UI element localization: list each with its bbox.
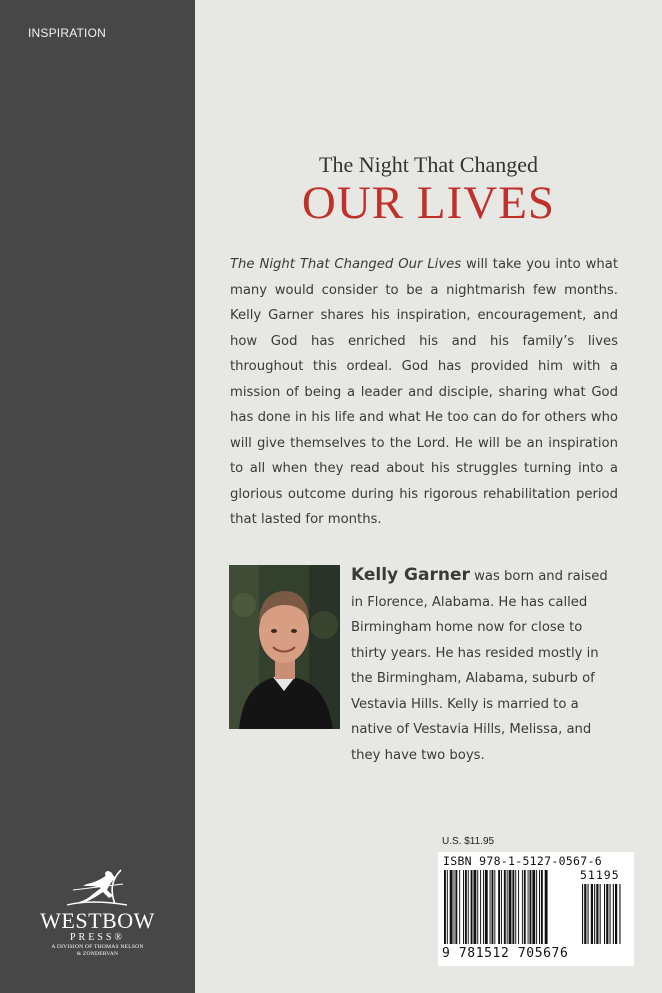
author-bio bbox=[351, 563, 619, 768]
barcode-digits: 9 781512 705676 bbox=[442, 946, 569, 961]
publisher-division-2: & ZONDERVAN bbox=[76, 951, 119, 957]
category-label: INSPIRATION bbox=[28, 26, 106, 40]
publisher-name: WESTBOW bbox=[40, 908, 155, 933]
barcode-bars-icon bbox=[444, 870, 630, 946]
author-photo bbox=[229, 565, 340, 729]
author-bio-text: was born and raised in Florence, Alabama. He has called Birmingham home now for close to thirty years. He has resided mostly in the Birmingham, Alabama, suburb of Vestavia Hills. Kelly is married to a native of Vestavia Hills, Melissa, and they have two boys. bbox=[351, 569, 608, 763]
publisher-press: PRESS® bbox=[69, 932, 126, 943]
barcode bbox=[438, 852, 634, 966]
author-name: Kelly Garner bbox=[351, 565, 470, 585]
book-title-line1: The Night That Changed bbox=[319, 152, 538, 177]
publisher-division: A DIVISION OF THOMAS NELSON bbox=[51, 944, 144, 950]
publisher-logo bbox=[0, 868, 195, 958]
price-label: U.S. $11.95 bbox=[442, 836, 495, 847]
spine-panel bbox=[0, 0, 195, 993]
description-text: will take you into what many would consider to be a nightmarish few months. Kelly Garner shares his inspiration, encouragement, and how God has enriched his and his family’s lives throughout this ordeal. God has provided him with a mission of being a leader and disciple, sharing what God has done in his life and what He too can do for others who will give themselves to the Lord. He will be an inspiration to all when they read about his struggles turning into a glorious outcome during his rigorous rehabilitation period that lasted for months. bbox=[230, 257, 618, 527]
price-addon-digits: 51195 bbox=[580, 868, 620, 882]
isbn-text: ISBN 978-1-5127-0567-6 bbox=[443, 854, 602, 868]
book-title-line2: OUR LIVES bbox=[301, 177, 556, 229]
archer-logo-icon bbox=[63, 868, 133, 908]
book-description bbox=[230, 252, 618, 533]
book-title-italic: The Night That Changed Our Lives bbox=[230, 257, 462, 272]
